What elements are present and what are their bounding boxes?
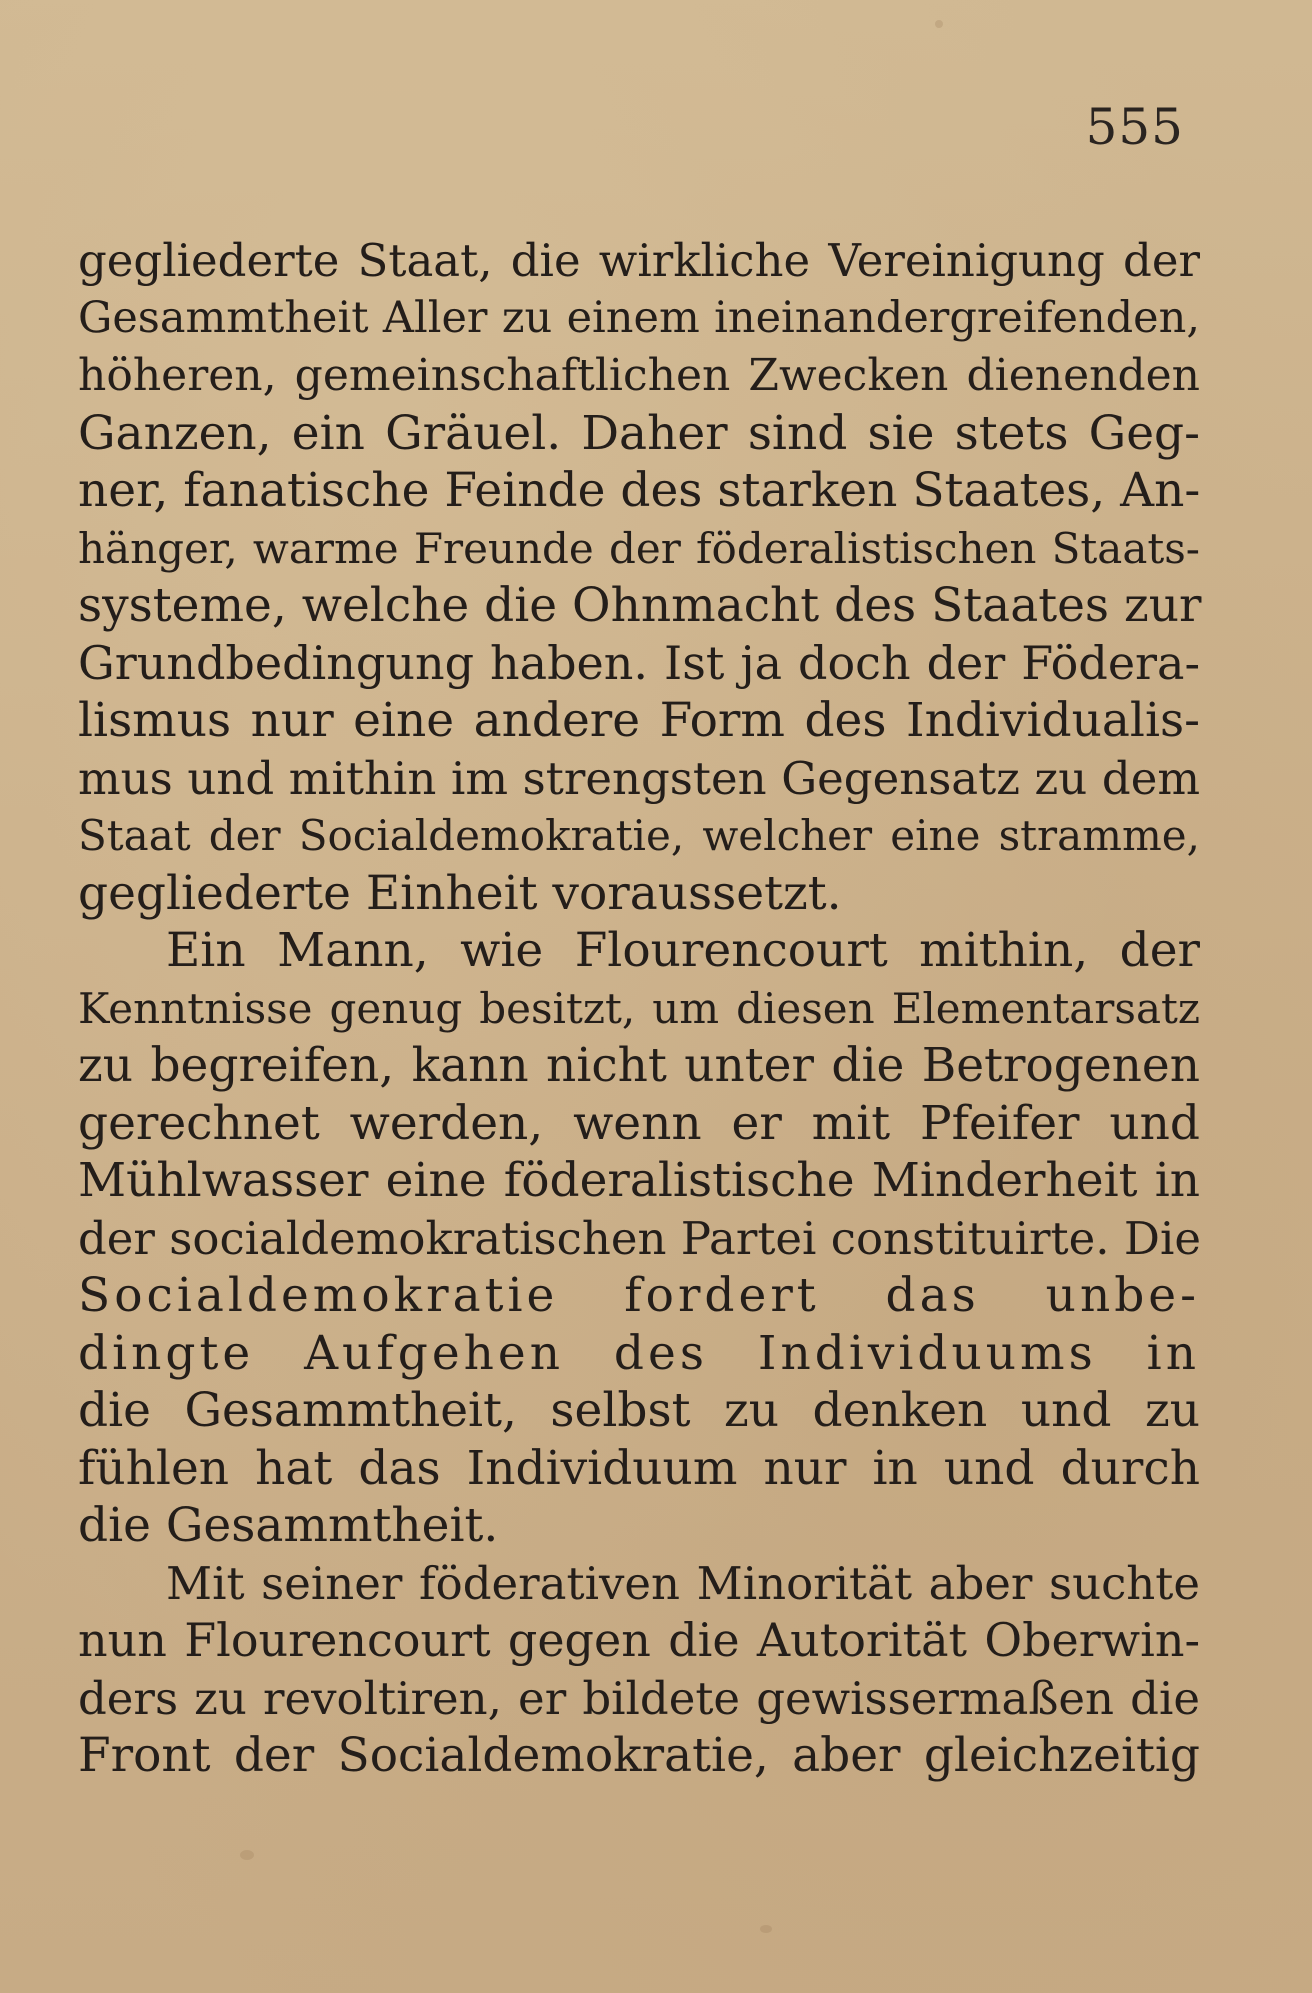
text-line: nun Flourencourt gegen die Autorität Oberwin-: [78, 1613, 1200, 1667]
text-line: dingte Aufgehen des Individuums in: [78, 1325, 1200, 1381]
text-line: die Gesammtheit, selbst zu denken und zu: [78, 1383, 1200, 1438]
text-line: ner, fanatische Feinde des starken Staates, An-: [78, 463, 1201, 518]
text-line: gegliederte Einheit voraussetzt.: [78, 865, 842, 921]
text-line: Ganzen, ein Gräuel. Daher sind sie stets Geg-: [78, 405, 1200, 461]
text-line: der socialdemokratischen Partei constituirte. Die: [78, 1211, 1201, 1265]
text-line: systeme, welche die Ohnmacht des Staates zur: [78, 578, 1202, 633]
page-number: 555: [1085, 98, 1184, 156]
text-line: gerechnet werden, wenn er mit Pfeifer und: [78, 1095, 1200, 1151]
text-line: höheren, gemeinschaftlichen Zwecken dienenden: [78, 350, 1200, 401]
text-line: Grundbedingung haben. Ist ja doch der Födera-: [78, 635, 1200, 690]
text-line: gegliederte Staat, die wirkliche Vereinigung der: [78, 234, 1200, 287]
text-line: Socialdemokratie fordert das unbe-: [78, 1268, 1200, 1323]
paper-stain: [240, 1850, 254, 1860]
text-line: Ein Mann, wie Flourencourt mithin, der: [166, 923, 1200, 978]
paper-stain: [935, 20, 943, 28]
text-line: mus und mithin im strengsten Gegensatz zu dem: [78, 751, 1200, 805]
body-text: [78, 232, 1200, 1785]
paper-stain: [760, 1925, 772, 1933]
text-line: Mühlwasser eine föderalistische Minderheit in: [78, 1153, 1200, 1208]
text-line: hänger, warme Freunde der föderalistischen Staats-: [78, 523, 1200, 573]
text-line: fühlen hat das Individuum nur in und durch: [78, 1440, 1200, 1496]
text-line: zu begreifen, kann nicht unter die Betrogenen: [78, 1038, 1200, 1093]
text-line: die Gesammtheit.: [78, 1498, 499, 1553]
text-line: Gesammtheit Aller zu einem ineinandergreifenden,: [78, 292, 1200, 343]
text-line: Mit seiner föderativen Minorität aber suchte: [166, 1556, 1200, 1610]
text-line: Front der Socialdemokratie, aber gleichzeitig: [78, 1728, 1200, 1783]
text-line: Kenntnisse genug besitzt, um diesen Elementarsatz: [78, 983, 1200, 1033]
text-line: Staat der Socialdemokratie, welcher eine stramme,: [78, 811, 1200, 860]
text-line: ders zu revoltiren, er bildete gewissermaßen die: [78, 1671, 1200, 1725]
text-line: lismus nur eine andere Form des Individualis-: [78, 693, 1200, 748]
